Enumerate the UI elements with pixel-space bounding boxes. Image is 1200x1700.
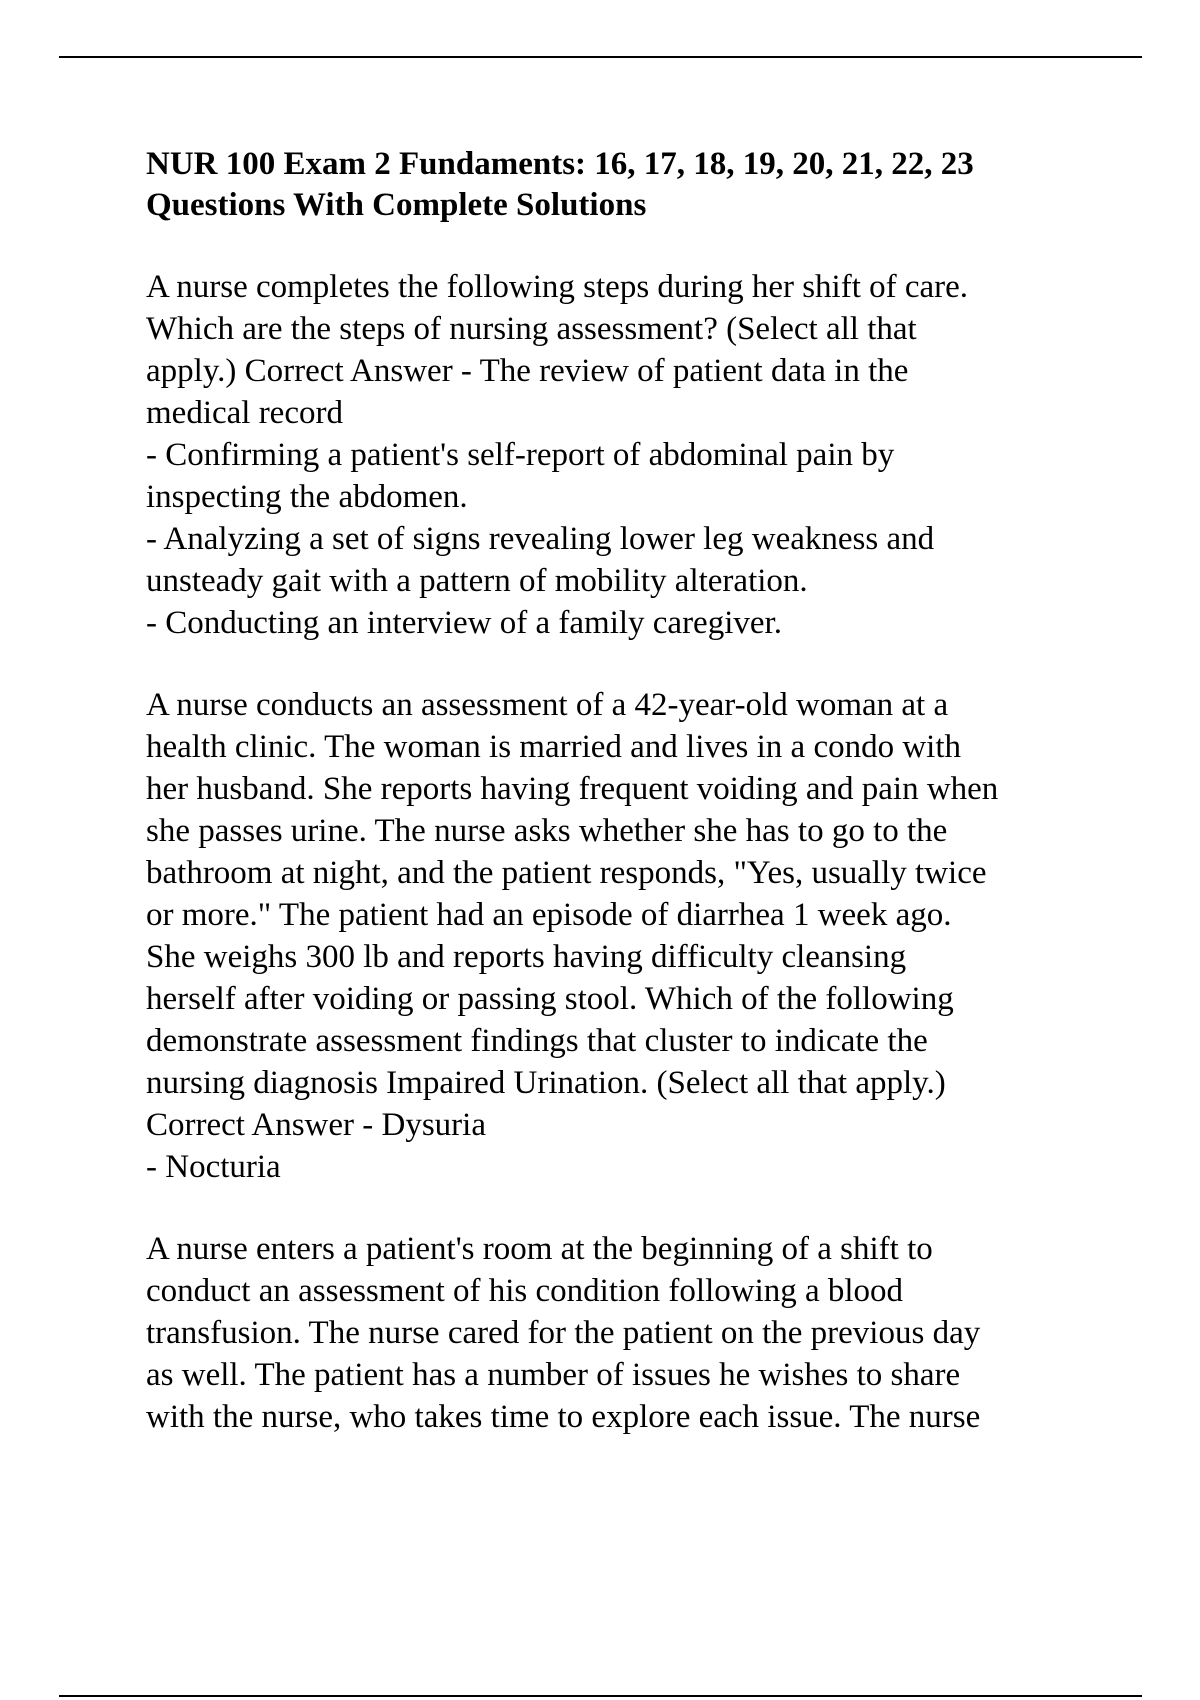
bottom-rule	[59, 1695, 1142, 1697]
text-line: herself after voiding or passing stool. Which of the following	[146, 981, 954, 1017]
question-block-2	[146, 684, 1106, 1188]
text-line: A nurse completes the following steps during her shift of care.	[146, 269, 969, 305]
text-line: bathroom at night, and the patient responds, "Yes, usually twice	[146, 855, 987, 891]
text-line: Correct Answer - Dysuria	[146, 1107, 486, 1143]
text-line: conduct an assessment of his condition following a blood	[146, 1273, 904, 1309]
text-line: or more." The patient had an episode of diarrhea 1 week ago.	[146, 897, 952, 933]
document-title	[146, 144, 1106, 226]
text-line: transfusion. The nurse cared for the patient on the previous day	[146, 1315, 981, 1351]
text-line: - Nocturia	[146, 1149, 281, 1185]
text-line: apply.) Correct Answer - The review of patient data in the	[146, 353, 909, 389]
text-line: demonstrate assessment findings that cluster to indicate the	[146, 1023, 928, 1059]
text-line: She weighs 300 lb and reports having difficulty cleansing	[146, 939, 907, 975]
text-line: health clinic. The woman is married and lives in a condo with	[146, 729, 962, 765]
text-line: inspecting the abdomen.	[146, 479, 468, 515]
text-line: her husband. She reports having frequent voiding and pain when	[146, 771, 999, 807]
title-line: NUR 100 Exam 2 Fundaments: 16, 17, 18, 19, 20, 21, 22, 23	[146, 146, 974, 182]
text-line: - Confirming a patient's self-report of abdominal pain by	[146, 437, 895, 473]
text-line: - Conducting an interview of a family caregiver.	[146, 605, 782, 641]
text-line: with the nurse, who takes time to explore each issue. The nurse	[146, 1399, 981, 1435]
question-block-3	[146, 1228, 1106, 1438]
text-line: she passes urine. The nurse asks whether she has to go to the	[146, 813, 948, 849]
text-line: unsteady gait with a pattern of mobility alteration.	[146, 563, 808, 599]
text-line: nursing diagnosis Impaired Urination. (Select all that apply.)	[146, 1065, 946, 1101]
document-body	[146, 144, 1106, 1438]
question-block-1	[146, 266, 1106, 644]
text-line: as well. The patient has a number of issues he wishes to share	[146, 1357, 961, 1393]
text-line: Which are the steps of nursing assessment? (Select all that	[146, 311, 917, 347]
text-line: - Analyzing a set of signs revealing lower leg weakness and	[146, 521, 935, 557]
text-line: A nurse enters a patient's room at the beginning of a shift to	[146, 1231, 933, 1267]
text-line: A nurse conducts an assessment of a 42-year-old woman at a	[146, 687, 949, 723]
text-line: medical record	[146, 395, 343, 431]
top-rule	[59, 56, 1142, 58]
title-line: Questions With Complete Solutions	[146, 187, 647, 223]
